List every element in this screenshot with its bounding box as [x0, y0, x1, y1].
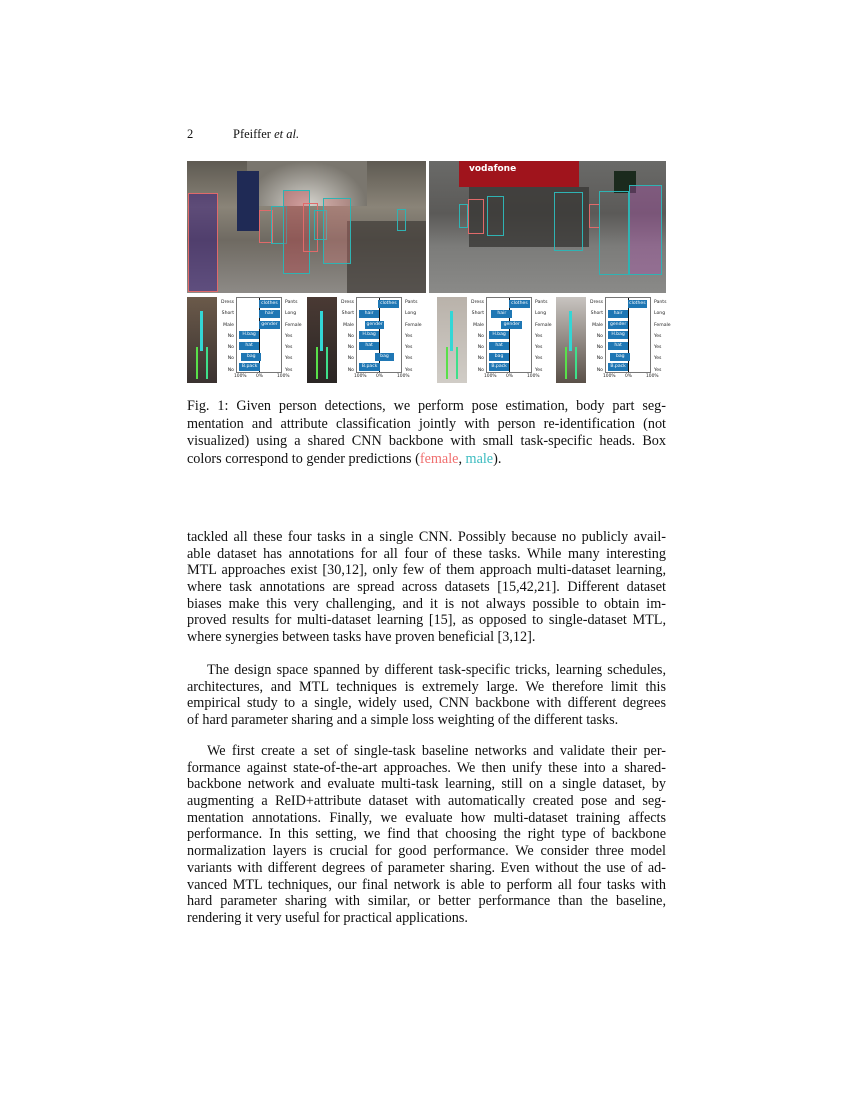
body-line: backbone network and evaluate multi-task learning, still on a single dataset, by — [187, 776, 666, 793]
right-attribute-labels — [285, 298, 307, 377]
attribute-bar-bpack: B.pack — [489, 363, 509, 371]
body-line: The design space spanned by different task-specific tricks, learning schedules, — [207, 662, 666, 678]
right-label: Yes — [654, 356, 662, 362]
right-label: Long — [535, 311, 547, 317]
body-line: variants with different degrees of parameter sharing. Even without the use of ad- — [187, 859, 666, 876]
attribute-bar-gender: gender — [501, 321, 522, 329]
axis-tick-label: 0% — [256, 374, 263, 379]
storefront-sign-text: vodafone — [469, 164, 517, 174]
caption-text: , — [458, 450, 466, 467]
left-label: No — [477, 367, 484, 373]
attribute-bar-gender: gender — [609, 321, 627, 327]
left-label: No — [227, 356, 234, 362]
caption-text: ). — [493, 450, 502, 467]
left-label: No — [347, 333, 354, 339]
right-label: Yes — [285, 356, 293, 362]
left-attribute-labels — [587, 298, 603, 377]
bbox-male — [554, 192, 583, 251]
left-label: Dress — [471, 300, 484, 305]
person-crop-photo — [437, 297, 467, 383]
attribute-panel — [307, 297, 427, 385]
left-label: Short — [590, 311, 603, 317]
left-label: No — [347, 367, 354, 373]
figure-caption — [187, 398, 666, 468]
body-line: rendering it very useful for practical applications. — [187, 909, 468, 926]
attribute-bar-clothes: clothes — [629, 300, 646, 306]
bbox-male — [459, 204, 468, 228]
attribute-bar-hair: hair — [491, 310, 512, 318]
right-label: Yes — [285, 333, 293, 339]
body-line: mentation annotations. Finally, we evaluate how multi-dataset training affects — [187, 809, 666, 826]
right-label: Yes — [654, 345, 662, 351]
right-attribute-labels — [405, 298, 427, 377]
pose-skeleton — [446, 347, 448, 379]
attribute-bar-hair: hair — [259, 310, 280, 318]
axis-tick-label: 100% — [234, 374, 247, 379]
body-line: empirical study to a single, widely used, CNN backbone with different degrees — [187, 695, 666, 712]
axis-tick-label: 0% — [506, 374, 513, 379]
right-attribute-labels — [654, 298, 676, 377]
bbox-male — [397, 209, 406, 231]
body-line: formance against state-of-the-art approaches. We then unify these into a shared- — [187, 759, 666, 776]
pose-skeleton — [450, 311, 453, 351]
attribute-bar-gender: gender — [366, 321, 383, 327]
left-label: No — [477, 345, 484, 351]
left-label: No — [227, 367, 234, 373]
axis-tick-label: 100% — [354, 374, 367, 379]
running-head-authors: Pfeiffer — [233, 127, 271, 141]
body-line: augmenting a ReID+attribute dataset with automatically created pose and seg- — [187, 793, 666, 810]
attribute-bar-hat: hat — [359, 342, 379, 350]
right-label: Yes — [405, 333, 413, 339]
body-paragraph — [187, 743, 666, 927]
attribute-bar-chart — [605, 297, 651, 373]
body-line: performance. In this setting, we find that choosing the right type of backbone — [187, 826, 666, 843]
right-label: Yes — [535, 367, 543, 373]
right-label: Long — [405, 311, 417, 317]
body-line: where task annotations are spread across datasets [15,42,21]. Different dataset — [187, 579, 666, 596]
body-line: vanced MTL techniques, our final network is able to perform all four tasks with — [187, 876, 666, 893]
right-label: Pants — [405, 300, 418, 305]
right-attribute-labels — [535, 298, 557, 377]
attribute-bar-hair: hair — [359, 310, 379, 318]
person-crop-photo — [187, 297, 217, 383]
axis-tick-label: 100% — [277, 374, 290, 379]
left-attribute-labels — [468, 298, 484, 377]
pose-skeleton — [316, 347, 318, 379]
axis-tick-label: 100% — [603, 374, 616, 379]
attribute-bar-chart — [236, 297, 282, 373]
right-label: Yes — [654, 367, 662, 373]
female-legend: female — [419, 450, 459, 467]
right-label: Female — [535, 322, 552, 328]
right-label: Yes — [405, 345, 413, 351]
attribute-bar-hat: hat — [489, 342, 509, 350]
right-label: Yes — [535, 356, 543, 362]
attribute-bar-gender: gender — [259, 321, 280, 329]
body-line: where synergies between tasks have proven beneficial [3,12]. — [187, 629, 536, 646]
left-label: Male — [223, 322, 234, 328]
right-label: Yes — [535, 333, 543, 339]
body-line: MTL approaches exist [30,12], only few of them approach multi-dataset learning, — [187, 562, 666, 579]
pose-skeleton — [569, 311, 572, 351]
attribute-bar-hat: hat — [608, 342, 628, 350]
attribute-bar-clothes: clothes — [259, 300, 280, 308]
right-label: Yes — [535, 345, 543, 351]
bbox-male — [629, 185, 662, 275]
left-label: Dress — [590, 300, 603, 305]
axis-tick-label: 100% — [397, 374, 410, 379]
attribute-bar-bpack: B.pack — [359, 363, 380, 371]
left-label: Short — [221, 311, 234, 317]
pose-skeleton — [196, 347, 198, 379]
right-label: Female — [405, 322, 422, 328]
body-line: biases make this very challenging, and it is not always possible to obtain im- — [187, 595, 666, 612]
person-crop-photo — [307, 297, 337, 383]
caption-line: visualized) using a shared CNN backbone with small task-specific heads. Box — [187, 433, 666, 450]
person-crop-photo — [556, 297, 586, 383]
pose-skeleton — [565, 347, 567, 379]
right-label: Long — [654, 311, 666, 317]
body-line: proved results for multi-dataset learning [15], as opposed to single-dataset MTL, — [187, 612, 666, 629]
axis-tick-label: 0% — [625, 374, 632, 379]
attribute-bar-bag: bag — [489, 353, 509, 361]
attribute-bar-chart — [356, 297, 402, 373]
zero-axis-line — [379, 298, 380, 372]
body-paragraph — [187, 529, 666, 646]
bbox-male — [599, 191, 629, 275]
running-head — [233, 127, 299, 142]
attribute-bar-hbag: H.bag — [359, 331, 379, 339]
caption-line — [187, 451, 666, 469]
left-label: Dress — [221, 300, 234, 305]
axis-tick-label: 100% — [646, 374, 659, 379]
left-attribute-labels — [338, 298, 354, 377]
body-line: tackled all these four tasks in a single CNN. Possibly because no publicly avail- — [187, 529, 666, 545]
body-line: hard parameter sharing with similar, or better performance than the baseline, — [187, 893, 666, 910]
zero-axis-line — [509, 298, 510, 372]
attribute-bar-hbag: H.bag — [239, 331, 259, 339]
left-label: Dress — [341, 300, 354, 305]
axis-tick-label: 0% — [376, 374, 383, 379]
body-line: able dataset has annotations for all four of these tasks. While many interesting — [187, 545, 666, 562]
caption-line: mentation and attribute classification jointly with person re-identification (not — [187, 415, 666, 432]
axis-tick-label: 100% — [527, 374, 540, 379]
attribute-bar-hat: hat — [239, 342, 259, 350]
right-label: Pants — [285, 300, 298, 305]
zero-axis-line — [259, 298, 260, 372]
left-label: Short — [341, 311, 354, 317]
body-line: normalization layers is crucial for good performance. We consider three model — [187, 843, 666, 860]
right-label: Pants — [535, 300, 548, 305]
right-label: Yes — [285, 367, 293, 373]
right-label: Female — [654, 322, 671, 328]
attribute-bar-bag: bag — [241, 353, 261, 361]
left-label: Male — [473, 322, 484, 328]
zero-axis-line — [628, 298, 629, 372]
attribute-bar-bag: bag — [610, 353, 630, 361]
left-label: Male — [592, 322, 603, 328]
running-head-etal: et al. — [274, 127, 300, 141]
attribute-bar-hbag: H.bag — [489, 331, 509, 339]
body-line: of hard parameter sharing and a simple loss weighting of the different tasks. — [187, 712, 619, 729]
attribute-panel — [556, 297, 676, 385]
figure-photo-mall — [187, 161, 426, 293]
bbox-female — [188, 193, 218, 292]
attribute-bar-hair: hair — [608, 310, 628, 318]
page-number: 2 — [187, 127, 194, 141]
caption-text: colors correspond to gender predictions ( — [187, 450, 420, 467]
bbox-female — [468, 199, 484, 234]
bbox-male — [487, 196, 504, 236]
left-label: No — [596, 345, 603, 351]
right-label: Yes — [654, 333, 662, 339]
pose-skeleton — [320, 311, 323, 351]
body-line: architectures, and MTL techniques is extremely large. We therefore limit this — [187, 678, 666, 695]
left-label: No — [596, 367, 603, 373]
axis-tick-label: 100% — [484, 374, 497, 379]
figure-photo-storefront — [429, 161, 666, 293]
bbox-male — [323, 198, 351, 264]
attribute-panel — [437, 297, 557, 385]
attribute-bar-bpack: B.pack — [239, 363, 260, 371]
right-label: Female — [285, 322, 302, 328]
left-label: Short — [471, 311, 484, 317]
right-label: Pants — [654, 300, 667, 305]
pose-skeleton — [200, 311, 203, 351]
caption-line: Fig. 1: Given person detections, we perform pose estimation, body part seg- — [187, 398, 666, 414]
right-label: Yes — [405, 367, 413, 373]
male-legend: male — [465, 450, 494, 467]
left-label: No — [477, 333, 484, 339]
left-label: No — [227, 333, 234, 339]
left-label: No — [347, 345, 354, 351]
left-label: No — [477, 356, 484, 362]
body-line: We first create a set of single-task baseline networks and validate their per- — [207, 743, 666, 759]
attribute-bar-clothes: clothes — [509, 300, 530, 308]
left-label: No — [347, 356, 354, 362]
attribute-bar-bpack: B.pack — [608, 363, 628, 371]
attribute-panel — [187, 297, 307, 385]
attribute-bar-hbag: H.bag — [608, 331, 628, 339]
left-label: Male — [343, 322, 354, 328]
attribute-bar-bag: bag — [375, 353, 395, 361]
left-label: No — [596, 356, 603, 362]
right-label: Yes — [405, 356, 413, 362]
body-paragraph — [187, 662, 666, 729]
left-label: No — [227, 345, 234, 351]
attribute-bar-clothes: clothes — [378, 300, 399, 308]
attribute-bar-chart — [486, 297, 532, 373]
left-label: No — [596, 333, 603, 339]
left-attribute-labels — [218, 298, 234, 377]
right-label: Yes — [285, 345, 293, 351]
right-label: Long — [285, 311, 297, 317]
